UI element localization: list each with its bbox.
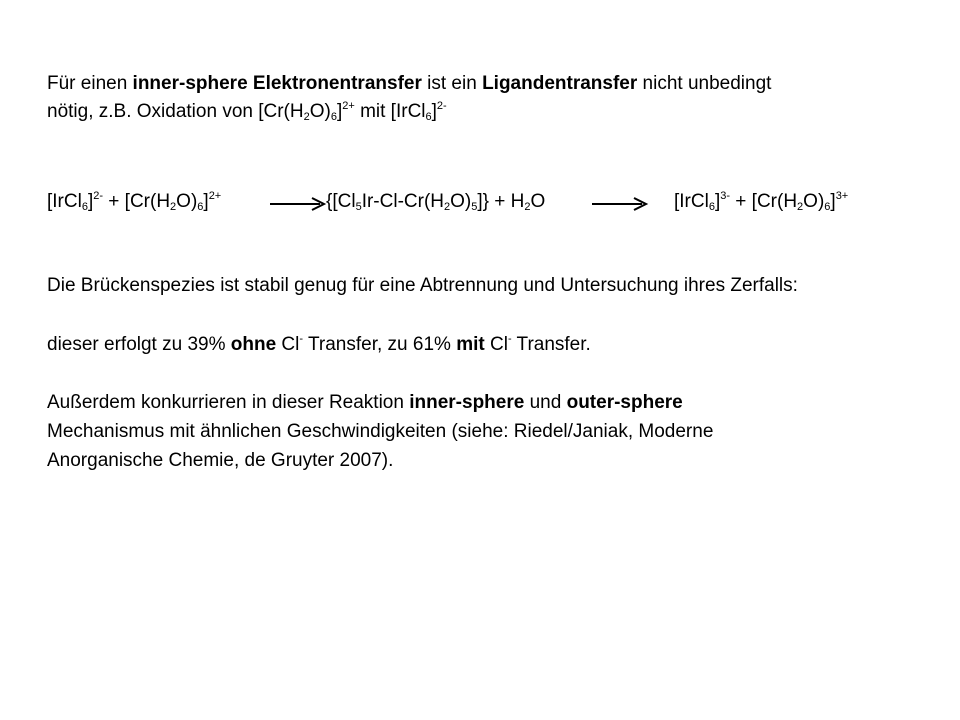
subscript: 2 xyxy=(303,111,310,123)
text: nicht unbedingt xyxy=(637,73,772,94)
text: Ir-Cl-Cr(H xyxy=(361,191,445,212)
subscript: 6 xyxy=(425,111,432,123)
subscript: 2 xyxy=(797,201,804,213)
superscript: 3+ xyxy=(835,190,849,202)
text: ] xyxy=(714,191,721,212)
superscript: 2- xyxy=(436,100,447,112)
subscript: 6 xyxy=(81,201,88,213)
text: Außerdem konkurrieren in dieser Reaktion xyxy=(47,392,410,413)
reaction-arrow-icon xyxy=(590,196,650,212)
text: {[Cl xyxy=(326,191,356,212)
subscript: 2 xyxy=(524,201,531,213)
text: ] xyxy=(87,191,94,212)
subscript: 6 xyxy=(330,111,337,123)
text: O) xyxy=(450,191,472,212)
term-with: mit xyxy=(456,334,485,355)
text: O) xyxy=(176,191,198,212)
text: ] xyxy=(203,191,209,212)
text: ist ein xyxy=(421,73,483,94)
superscript: - xyxy=(299,333,304,345)
text: + [Cr(H xyxy=(103,191,171,212)
text: ] xyxy=(431,101,437,122)
text: und xyxy=(524,392,567,413)
superscript: 2- xyxy=(93,190,104,202)
text: O xyxy=(530,191,546,212)
term-inner-sphere-electron-transfer: inner-sphere Elektronentransfer xyxy=(132,73,422,94)
text: O) xyxy=(309,101,331,122)
equation-products xyxy=(674,190,848,214)
text: nötig, z.B. Oxidation von [Cr(H xyxy=(47,101,304,122)
text: Transfer, zu 61% xyxy=(303,334,457,355)
text: + [Cr(H xyxy=(730,191,798,212)
equation-reactants xyxy=(47,190,221,214)
reaction-arrow-icon xyxy=(268,196,328,212)
bridge-species-text: Die Brückenspezies ist stabil genug für eine Abtrennung und Untersuchung ihres Zerfalls: xyxy=(47,275,798,296)
text: [IrCl xyxy=(674,191,709,212)
intro-line-2 xyxy=(47,100,447,124)
subscript: 5 xyxy=(355,201,362,213)
term-ligand-transfer: Ligandentransfer xyxy=(482,73,638,94)
text: ]} + H xyxy=(477,191,525,212)
term-outer-sphere: outer-sphere xyxy=(566,392,683,413)
subscript: 2 xyxy=(444,201,451,213)
decay-text xyxy=(47,333,591,357)
text: [IrCl xyxy=(47,191,82,212)
intro-line-1 xyxy=(47,72,771,96)
superscript: 2+ xyxy=(342,100,355,112)
text: Cl xyxy=(276,334,300,355)
text: O) xyxy=(803,191,825,212)
text: ] xyxy=(336,101,343,122)
subscript: 6 xyxy=(197,201,204,213)
subscript: 2 xyxy=(170,201,177,213)
subscript: 5 xyxy=(471,201,478,213)
subscript: 6 xyxy=(824,201,831,213)
superscript: - xyxy=(507,333,512,345)
text: dieser erfolgt zu 39% xyxy=(47,334,231,355)
text: Für einen xyxy=(47,73,133,94)
text: mit [IrCl xyxy=(354,101,426,122)
superscript: 3- xyxy=(720,190,731,202)
competition-line-1 xyxy=(47,391,683,415)
text: Cl xyxy=(484,334,508,355)
subscript: 6 xyxy=(708,201,715,213)
superscript: 2+ xyxy=(208,190,222,202)
text: Transfer. xyxy=(511,334,591,355)
competition-line-2: Mechanismus mit ähnlichen Geschwindigkeiten (siehe: Riedel/Janiak, Moderne xyxy=(47,421,714,442)
competition-line-3: Anorganische Chemie, de Gruyter 2007). xyxy=(47,450,394,471)
term-inner-sphere: inner-sphere xyxy=(409,392,525,413)
text: ] xyxy=(830,191,836,212)
equation-intermediate xyxy=(326,190,545,214)
term-without: ohne xyxy=(230,334,277,355)
